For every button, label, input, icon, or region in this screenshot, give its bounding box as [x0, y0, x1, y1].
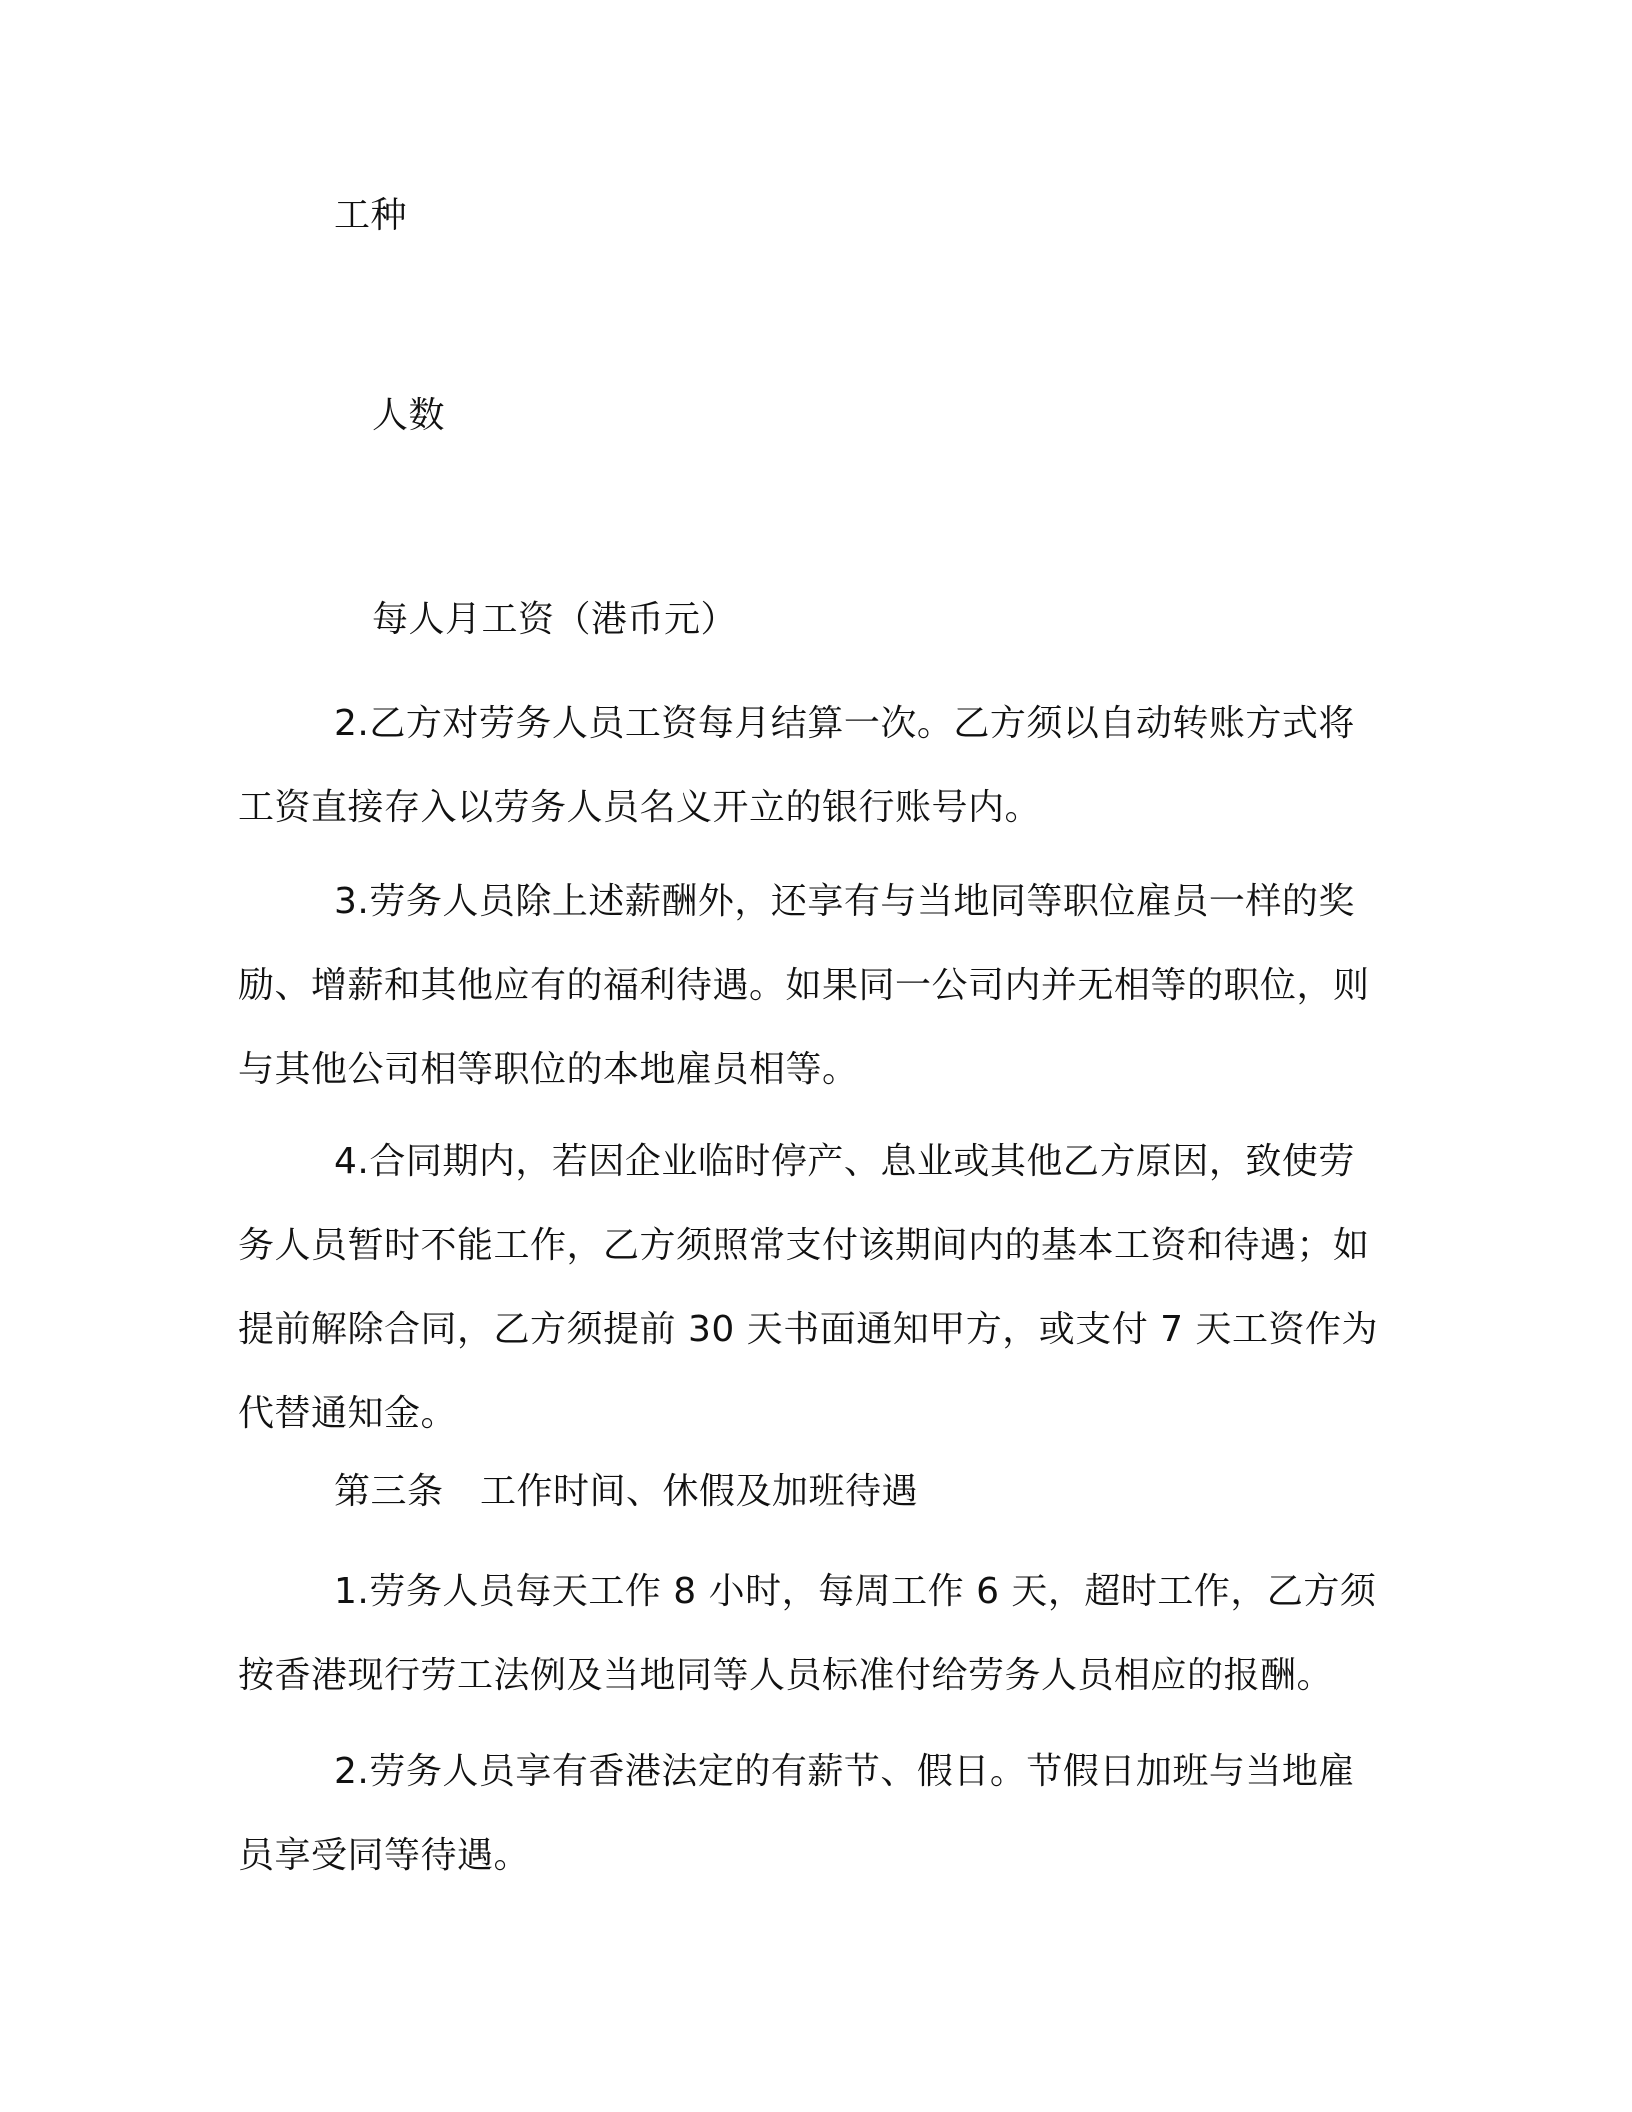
- article-3-item-2: 2.劳务人员享有香港法定的有薪节、假日。节假日加班与当地雇员享受同等待遇。: [238, 1751, 1355, 1876]
- article-3-item-1: 1.劳务人员每天工作 8 小时，每周工作 6 天，超时工作，乙方须按香港现行劳工法例及当地同等人员标准付给劳务人员相应的报酬。: [238, 1571, 1377, 1696]
- article-3-heading: 第三条 工作时间、休假及加班待遇: [334, 1471, 919, 1512]
- clause-item-3: 3.劳务人员除上述薪酬外，还享有与当地同等职位雇员一样的奖励、增薪和其他应有的福利待遇。如果同一公司内并无相等的职位，则与其他公司相等职位的本地雇员相等。: [238, 881, 1370, 1090]
- clause-item-4: 4.合同期内，若因企业临时停产、息业或其他乙方原因，致使劳务人员暂时不能工作，乙方须照常支付该期间内的基本工资和待遇；如提前解除合同，乙方须提前 30 天书面通知甲方，或支付 7 天工资作为代替通知金。: [238, 1141, 1378, 1434]
- label-job-type: 工种: [334, 195, 408, 236]
- label-headcount: 人数: [372, 395, 446, 436]
- label-monthly-wage: 每人月工资（港币元）: [372, 599, 738, 640]
- clause-item-2: 2.乙方对劳务人员工资每月结算一次。乙方须以自动转账方式将工资直接存入以劳务人员名义开立的银行账号内。: [238, 703, 1355, 828]
